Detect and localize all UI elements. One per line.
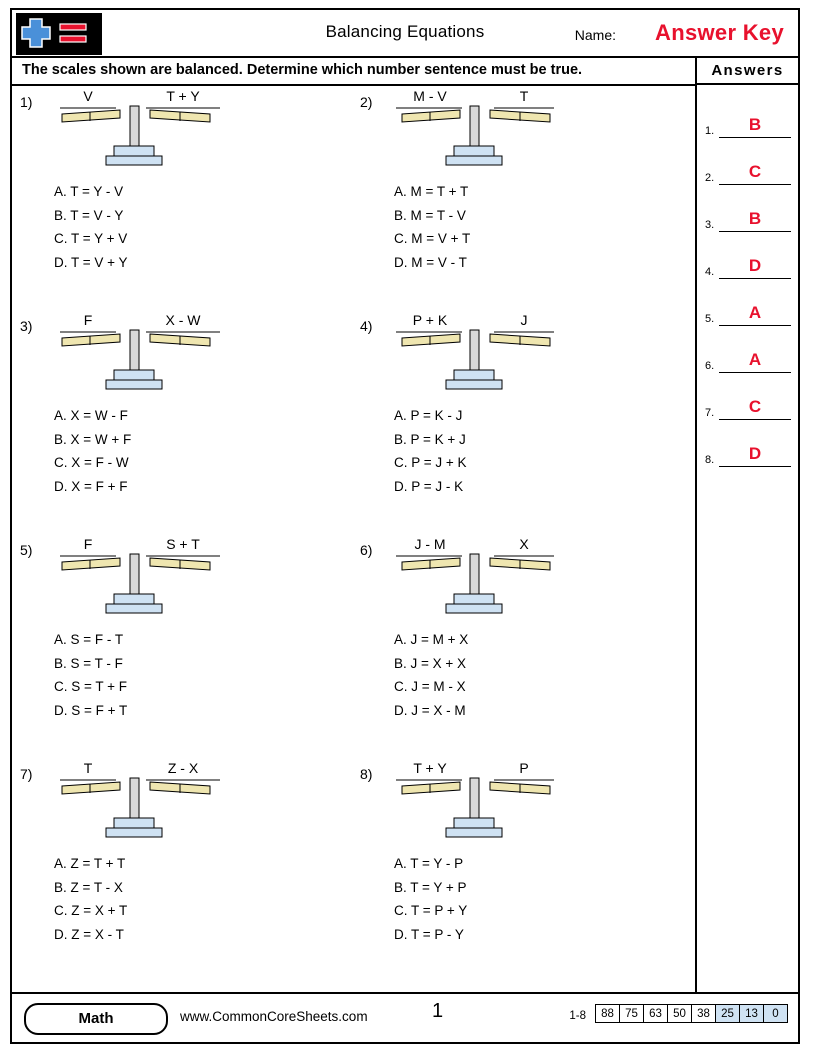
balance-scale-icon: [382, 760, 572, 844]
scale-right-label: X: [519, 536, 529, 552]
choice-b[interactable]: B. X = W + F: [54, 431, 132, 447]
choice-c[interactable]: C. M = V + T: [394, 231, 471, 246]
problem-number: 8): [360, 766, 373, 782]
scale-right-label: Z - X: [167, 760, 199, 776]
answer-number: 8.: [705, 454, 715, 466]
page-number: 1: [432, 1000, 444, 1022]
scale-left-label: F: [83, 312, 93, 328]
problem-number: 7): [20, 766, 33, 782]
choice-a[interactable]: A. T = Y - P: [394, 856, 464, 871]
choice-b[interactable]: B. J = X + X: [394, 655, 467, 671]
score-row: [596, 1005, 788, 1023]
score-cell: 13: [740, 1005, 764, 1023]
instructions-text: The scales shown are balanced. Determine which number sentence must be true.: [22, 62, 583, 78]
answer-number: 7.: [705, 407, 715, 419]
choices-list: [394, 180, 470, 274]
scale-right-label: T + Y: [166, 88, 200, 104]
choice-a[interactable]: A. T = Y - V: [54, 184, 124, 199]
choice-b[interactable]: B. T = Y + P: [394, 879, 467, 895]
answer-value: A: [748, 350, 762, 369]
choice-a[interactable]: A. S = F - T: [54, 632, 124, 647]
balance-scale-icon: [382, 88, 572, 172]
answer-row: [705, 196, 791, 232]
answer-row: [705, 384, 791, 420]
problem-number: 2): [360, 94, 373, 110]
choices-list: [394, 404, 467, 498]
choice-a[interactable]: A. M = T + T: [394, 184, 469, 199]
name-label: Name:: [574, 27, 616, 43]
scale-left-label: M - V: [413, 88, 447, 104]
answer-value: B: [748, 115, 762, 134]
answer-number: 4.: [705, 266, 715, 278]
answers-heading: Answers: [697, 62, 798, 85]
answers-column: [695, 56, 798, 994]
balance-scale-icon: [42, 312, 232, 396]
scale-left-label: P + K: [412, 312, 448, 328]
answer-value: B: [748, 209, 762, 228]
answer-row: [705, 243, 791, 279]
choice-a[interactable]: A. P = K - J: [394, 408, 463, 423]
choices-list: [54, 628, 127, 722]
problem-number: 3): [20, 318, 33, 334]
page-footer: [12, 992, 798, 1042]
score-cell: 63: [644, 1005, 668, 1023]
answer-row: [705, 337, 791, 373]
choices-list: [54, 404, 131, 498]
choice-c[interactable]: C. T = Y + V: [54, 231, 128, 246]
answer-row: [705, 149, 791, 185]
score-cell: 50: [668, 1005, 692, 1023]
choice-d[interactable]: D. T = P - Y: [394, 926, 464, 942]
balance-scale-icon: [382, 536, 572, 620]
scale-left-label: J - M: [414, 536, 446, 552]
answer-key-label: Answer Key: [655, 20, 784, 45]
answer-number: 6.: [705, 360, 715, 372]
choice-a[interactable]: A. Z = T + T: [54, 856, 126, 871]
score-cell: 75: [620, 1005, 644, 1023]
choices-list: [54, 180, 128, 274]
score-cell: 25: [716, 1005, 740, 1023]
problem-number: 4): [360, 318, 373, 334]
choice-c[interactable]: C. J = M - X: [394, 679, 466, 694]
answer-value: D: [748, 256, 762, 275]
answer-number: 5.: [705, 313, 715, 325]
scale-left-label: T: [83, 760, 93, 776]
problem-number: 1): [20, 94, 33, 110]
answer-value: D: [748, 444, 762, 463]
score-cell: 38: [692, 1005, 716, 1023]
scale-right-label: X - W: [165, 312, 201, 328]
balance-scale-icon: [42, 760, 232, 844]
choice-b[interactable]: B. M = T - V: [394, 207, 466, 223]
answer-number: 3.: [705, 219, 715, 231]
balance-scale-icon: [382, 312, 572, 396]
balance-scale-icon: [42, 536, 232, 620]
choice-b[interactable]: B. T = V - Y: [54, 207, 124, 223]
choice-b[interactable]: B. S = T - F: [54, 655, 123, 671]
choice-d[interactable]: D. X = F + F: [54, 478, 128, 494]
scale-left-label: F: [83, 536, 93, 552]
score-cell: 88: [596, 1005, 620, 1023]
scale-right-label: T: [519, 88, 529, 104]
choice-c[interactable]: C. Z = X + T: [54, 903, 128, 918]
choice-d[interactable]: D. Z = X - T: [54, 926, 124, 942]
website-link[interactable]: www.CommonCoreSheets.com: [180, 1009, 368, 1024]
scale-left-label: V: [83, 88, 93, 104]
answer-value: C: [748, 397, 762, 416]
scale-right-label: P: [519, 760, 529, 776]
answer-value: A: [748, 303, 762, 322]
choices-list: [54, 852, 127, 946]
choice-c[interactable]: C. X = F - W: [54, 455, 129, 470]
score-range-label: 1-8: [569, 1010, 586, 1022]
choice-d[interactable]: D. S = F + T: [54, 702, 128, 718]
choices-list: [394, 852, 467, 946]
scale-left-label: T + Y: [413, 760, 447, 776]
choice-a[interactable]: A. X = W - F: [54, 408, 128, 423]
instructions-divider: [12, 84, 695, 86]
scale-right-label: S + T: [166, 536, 200, 552]
answer-number: 1.: [705, 125, 715, 137]
choices-list: [394, 628, 468, 722]
answer-number: 2.: [705, 172, 715, 184]
answer-row: [705, 431, 791, 467]
subject-badge: Math: [24, 1003, 168, 1035]
choice-d[interactable]: D. P = J - K: [394, 478, 464, 494]
choice-b[interactable]: B. Z = T - X: [54, 879, 123, 895]
balance-scale-icon: [42, 88, 232, 172]
worksheet-page: [10, 8, 800, 1044]
answer-row: [705, 102, 791, 138]
scale-right-label: J: [520, 312, 528, 328]
answer-value: C: [748, 162, 762, 181]
score-cell: 0: [764, 1005, 788, 1023]
choice-b[interactable]: B. P = K + J: [394, 431, 466, 447]
score-table: [595, 1004, 788, 1023]
choice-c[interactable]: C. T = P + Y: [394, 903, 468, 918]
problem-number: 6): [360, 542, 373, 558]
page-header: [12, 10, 798, 58]
problem-number: 5): [20, 542, 33, 558]
choice-d[interactable]: D. M = V - T: [394, 254, 467, 270]
answer-row: [705, 290, 791, 326]
choice-c[interactable]: C. P = J + K: [394, 455, 467, 470]
choice-a[interactable]: A. J = M + X: [394, 632, 469, 647]
choice-d[interactable]: D. T = V + Y: [54, 254, 128, 270]
choice-c[interactable]: C. S = T + F: [54, 679, 128, 694]
choice-d[interactable]: D. J = X - M: [394, 702, 466, 718]
page-title: Balancing Equations: [325, 22, 485, 41]
